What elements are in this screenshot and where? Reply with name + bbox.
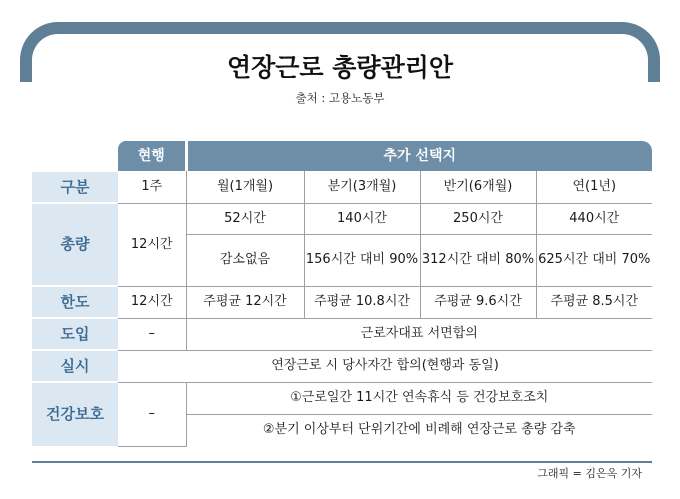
row-label-introduction: 도입	[32, 318, 118, 350]
table-header-row	[32, 141, 652, 171]
total-year-hours: 440시간	[536, 203, 652, 234]
row-label-limit: 한도	[32, 286, 118, 318]
total-half-ratio: 312시간 대비 80%	[420, 234, 536, 286]
limit-current: 12시간	[118, 286, 186, 318]
table-row-introduction	[32, 318, 652, 350]
limit-year: 주평균 8.5시간	[536, 286, 652, 318]
category-half: 반기(6개월)	[420, 171, 536, 203]
limit-month: 주평균 12시간	[186, 286, 304, 318]
total-month-hours: 52시간	[186, 203, 304, 234]
limit-quarter: 주평균 10.8시간	[304, 286, 420, 318]
overtime-table	[32, 141, 652, 447]
row-label-total: 총량	[32, 203, 118, 286]
total-month-ratio: 감소없음	[186, 234, 304, 286]
introduction-value: 근로자대표 서면합의	[186, 318, 652, 350]
header-options: 추가 선택지	[186, 141, 652, 171]
total-year-ratio: 625시간 대비 70%	[536, 234, 652, 286]
implementation-value: 연장근로 시 당사자간 합의(현행과 동일)	[118, 350, 652, 382]
table-row-limit	[32, 286, 652, 318]
total-quarter-ratio: 156시간 대비 90%	[304, 234, 420, 286]
health-current: –	[118, 382, 186, 446]
total-quarter-hours: 140시간	[304, 203, 420, 234]
source-note: 출처 : 고용노동부	[295, 91, 385, 105]
category-current: 1주	[118, 171, 186, 203]
health-item-2: ②분기 이상부터 단위기간에 비례해 연장근로 총량 감축	[186, 414, 652, 446]
graphic-credit: 그래픽 = 김은옥 기자	[537, 467, 642, 480]
page-title: 연장근로 총량관리안	[226, 53, 454, 82]
introduction-current: –	[118, 318, 186, 350]
bottom-rule	[32, 461, 652, 463]
table-row-health-1	[32, 382, 652, 414]
row-label-implementation: 실시	[32, 350, 118, 382]
health-item-1: ①근로일간 11시간 연속휴식 등 건강보호조치	[186, 382, 652, 414]
header-blank	[32, 141, 118, 171]
header-current: 현행	[118, 141, 186, 171]
table-row-category	[32, 171, 652, 203]
table-row-implementation	[32, 350, 652, 382]
category-year: 연(1년)	[536, 171, 652, 203]
limit-half: 주평균 9.6시간	[420, 286, 536, 318]
category-month: 월(1개월)	[186, 171, 304, 203]
row-label-category: 구분	[32, 171, 118, 203]
total-half-hours: 250시간	[420, 203, 536, 234]
total-current: 12시간	[118, 203, 186, 286]
table-row-total-hours	[32, 203, 652, 234]
category-quarter: 분기(3개월)	[304, 171, 420, 203]
row-label-health: 건강보호	[32, 382, 118, 446]
